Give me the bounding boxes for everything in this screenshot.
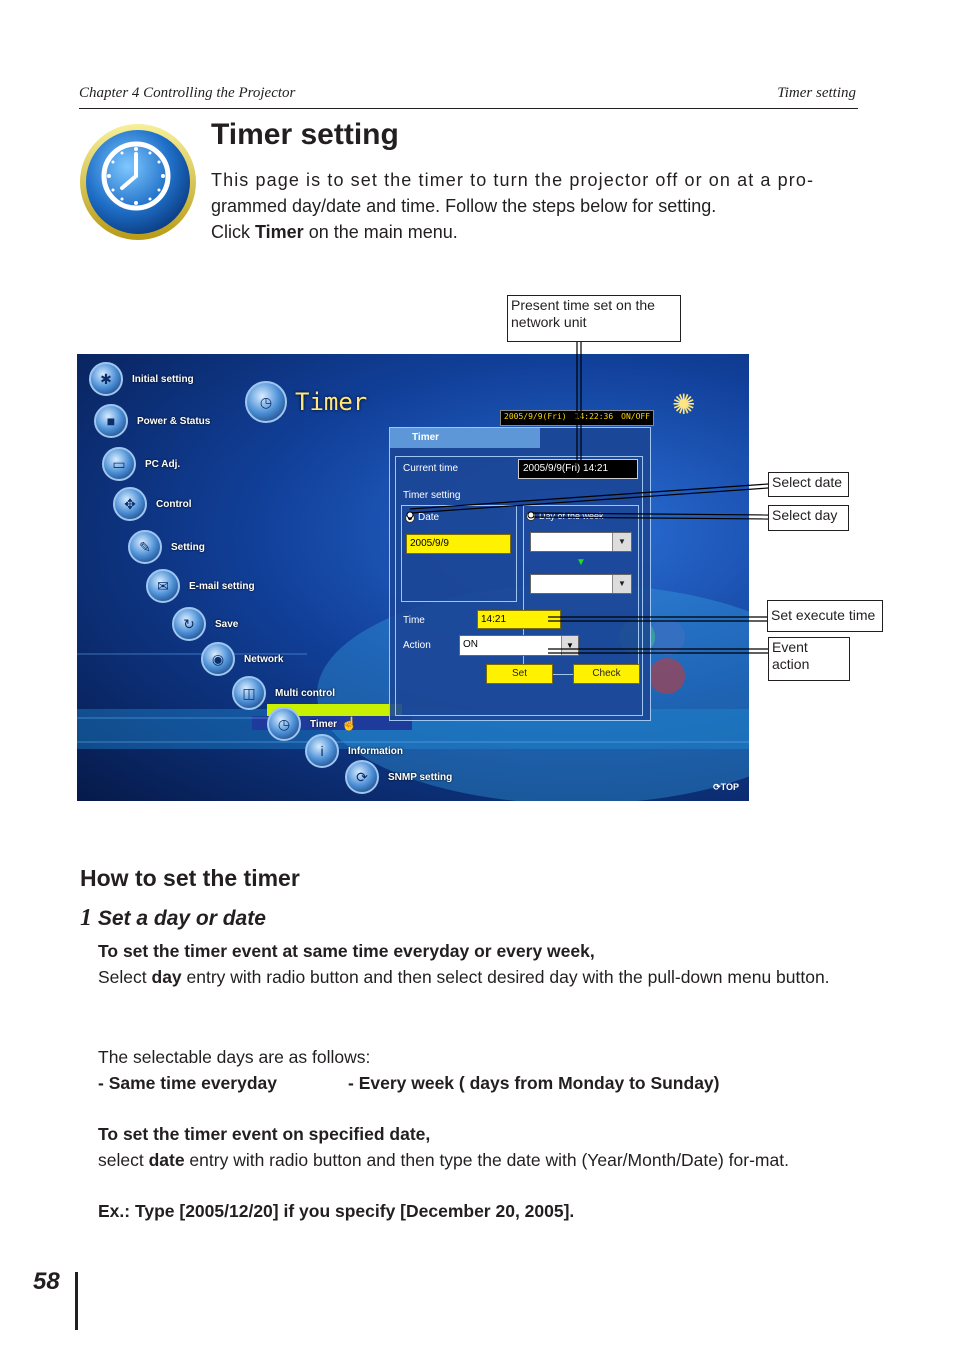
- p1-pre: Select: [98, 967, 152, 987]
- time-input[interactable]: 14:21: [477, 610, 561, 629]
- cursor-hand-icon: ☝: [341, 716, 358, 731]
- option-everyday: - Same time everyday: [98, 1073, 277, 1093]
- menu-label: Network: [244, 653, 284, 665]
- sun-clock-icon: ✺: [672, 389, 696, 420]
- intro-line-3-bold: Timer: [255, 222, 304, 242]
- top-link[interactable]: [713, 782, 739, 793]
- clock-icon: [78, 122, 198, 242]
- day-select-1[interactable]: [530, 532, 632, 552]
- check-button[interactable]: Check: [573, 664, 640, 684]
- p3-text: [98, 1147, 856, 1173]
- arrows-icon: ✥: [113, 487, 147, 521]
- menu-item-pc-adj[interactable]: [102, 447, 180, 481]
- timer-heading-text: Timer: [295, 388, 368, 416]
- action-value: ON: [463, 639, 478, 650]
- clock-icon: ◷: [245, 381, 287, 423]
- menu-label: Save: [215, 618, 239, 630]
- menu-label: Information: [348, 745, 403, 757]
- p1-heading: To set the timer event at same time everyday or every week,: [98, 941, 595, 961]
- p1-bold: day: [151, 967, 182, 987]
- dropdown-arrow-icon: ▼: [612, 575, 631, 593]
- menu-item-multi-control[interactable]: [232, 676, 335, 710]
- menu-item-control[interactable]: [113, 487, 192, 521]
- timer-heading: [245, 381, 367, 423]
- envelope-icon: ✉: [146, 569, 180, 603]
- day-select-2[interactable]: [530, 574, 632, 594]
- menu-item-save[interactable]: [172, 607, 238, 641]
- callout-present-time: Present time set on the network unit: [507, 295, 681, 342]
- page-number: 58: [33, 1268, 60, 1295]
- action-label: Action: [403, 640, 431, 651]
- projector-icon: ■: [94, 404, 128, 438]
- save-icon: ↻: [172, 607, 206, 641]
- menu-label: Power & Status: [137, 415, 211, 427]
- option-every-week: - Every week ( days from Monday to Sunday): [348, 1073, 720, 1093]
- status-readout: [500, 410, 654, 426]
- projector-icon: ◫: [232, 676, 266, 710]
- menu-item-initial-setting[interactable]: [89, 362, 194, 396]
- current-time-label: Current time: [403, 463, 459, 474]
- day-radio[interactable]: [526, 511, 536, 521]
- header-rule: [79, 108, 858, 109]
- menu-label: Control: [156, 498, 192, 510]
- callout-select-date: Select date: [768, 472, 849, 497]
- status-date: 2005/9/9(Fri): [504, 412, 567, 421]
- refresh-icon: ⟳: [713, 782, 721, 792]
- page-number-bar: [75, 1272, 78, 1330]
- menu-item-snmp-setting[interactable]: [345, 760, 452, 794]
- clock-icon: ◷: [267, 707, 301, 741]
- intro-line-3-pre: Click: [211, 222, 255, 242]
- intro-line-3-post: on the main menu.: [303, 222, 458, 242]
- day-radio-label: Day of the week: [539, 511, 604, 521]
- panel-tab: [390, 428, 540, 448]
- step-title: Set a day or date: [97, 907, 266, 930]
- p3-pre: select: [98, 1150, 149, 1170]
- action-select[interactable]: [459, 635, 579, 656]
- intro-line-3: [211, 219, 856, 245]
- callout-select-day: Select day: [768, 505, 849, 531]
- menu-item-power-status[interactable]: [94, 404, 210, 438]
- top-link-label: TOP: [720, 782, 739, 792]
- status-onoff: ON/OFF: [621, 412, 651, 421]
- menu-item-email-setting[interactable]: [146, 569, 255, 603]
- timer-panel: [389, 427, 651, 721]
- page-title: Timer setting: [211, 118, 399, 151]
- step-heading: [80, 905, 266, 932]
- intro-line-2: grammed day/date and time. Follow the steps below for setting.: [211, 196, 717, 216]
- p3-heading: To set the timer event on specified date,: [98, 1124, 431, 1144]
- date-radio-label: Date: [418, 512, 440, 523]
- dropdown-arrow-icon: ▼: [612, 533, 631, 551]
- callout-set-execute-time: Set execute time: [767, 600, 883, 632]
- p2-text: The selectable days are as follows:: [98, 1047, 371, 1067]
- timer-screen-screenshot: [77, 354, 749, 801]
- info-icon: i: [305, 734, 339, 768]
- gear-icon: ✱: [89, 362, 123, 396]
- menu-item-network[interactable]: [201, 642, 283, 676]
- section-header: Timer setting: [777, 85, 856, 101]
- timer-setting-label: Timer setting: [403, 490, 461, 501]
- menu-label: Initial setting: [132, 373, 194, 385]
- date-input[interactable]: 2005/9/9: [406, 534, 511, 554]
- menu-label: Timer: [310, 718, 338, 730]
- menu-label: E-mail setting: [189, 580, 255, 592]
- callout-event-action: Event action: [768, 637, 850, 681]
- set-button[interactable]: Set: [486, 664, 553, 684]
- menu-item-setting[interactable]: [128, 530, 205, 564]
- step-number: 1: [80, 905, 92, 931]
- chapter-header: Chapter 4 Controlling the Projector: [79, 85, 296, 101]
- p3-bold: date: [148, 1150, 185, 1170]
- date-radio[interactable]: [405, 513, 415, 523]
- wrench-icon: ✎: [128, 530, 162, 564]
- network-icon: ◉: [201, 642, 235, 676]
- example-text: Ex.: Type [2005/12/20] if you specify [December 20, 2005].: [98, 1201, 575, 1221]
- panel-title: Timer: [412, 432, 440, 443]
- menu-label: SNMP setting: [388, 771, 453, 783]
- section-title: How to set the timer: [80, 865, 300, 891]
- status-time: 14:22:36: [574, 412, 614, 421]
- p1-post: entry with radio button and then select desired day with the pull-down menu button.: [181, 967, 830, 987]
- p3-post: entry with radio button and then type the date with (Year/Month/Date) for-mat.: [184, 1150, 789, 1170]
- intro-text: [211, 167, 856, 245]
- current-time-value: 2005/9/9(Fri) 14:21: [518, 459, 638, 479]
- intro-line-1: This page is to set the timer to turn the projector off or on at a pro-: [211, 170, 815, 190]
- down-arrow-icon: ▼: [576, 557, 586, 568]
- menu-label: Multi control: [275, 687, 335, 699]
- menu-label: Setting: [171, 541, 205, 553]
- snmp-icon: ⟳: [345, 760, 379, 794]
- p1-text: [98, 964, 856, 990]
- menu-label: PC Adj.: [145, 458, 181, 470]
- monitor-icon: ▭: [102, 447, 136, 481]
- dropdown-arrow-icon: ▼: [561, 636, 578, 655]
- time-label: Time: [403, 615, 425, 626]
